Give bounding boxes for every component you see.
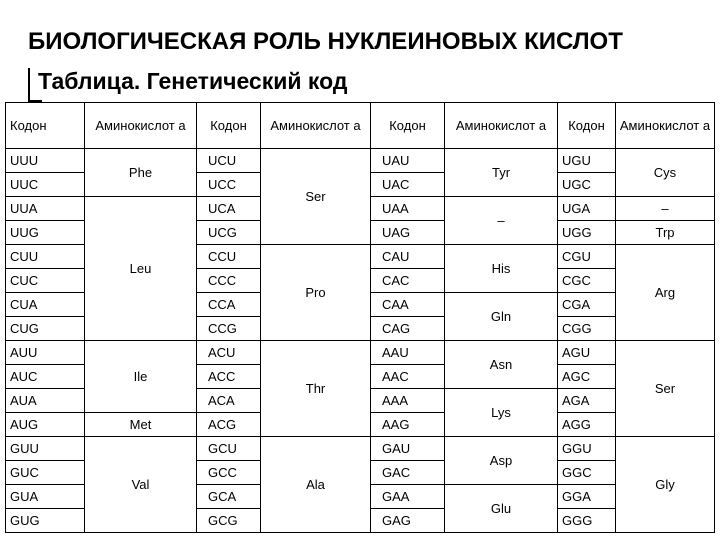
table-row xyxy=(6,149,715,173)
codon-cell: ACA xyxy=(197,389,261,413)
amino-cell-gly: Gly xyxy=(616,437,715,533)
amino-cell-met: Met xyxy=(85,413,197,437)
codon-cell: CAU xyxy=(371,245,445,269)
codon-cell: AAC xyxy=(371,365,445,389)
codon-cell: CUA xyxy=(6,293,85,317)
codon-cell: GGC xyxy=(558,461,616,485)
codon-cell: UUA xyxy=(6,197,85,221)
codon-cell: GAU xyxy=(371,437,445,461)
codon-cell: CUU xyxy=(6,245,85,269)
amino-cell-ser: Ser xyxy=(616,341,715,437)
codon-cell: GGU xyxy=(558,437,616,461)
codon-cell: GCG xyxy=(197,509,261,533)
amino-cell-his: His xyxy=(445,245,558,293)
codon-cell: UGA xyxy=(558,197,616,221)
codon-cell: UGG xyxy=(558,221,616,245)
codon-cell: AUC xyxy=(6,365,85,389)
codon-cell: CUC xyxy=(6,269,85,293)
codon-cell: UAG xyxy=(371,221,445,245)
codon-cell: CGG xyxy=(558,317,616,341)
amino-cell-gln: Gln xyxy=(445,293,558,341)
codon-cell: AUG xyxy=(6,413,85,437)
codon-cell: AGG xyxy=(558,413,616,437)
table-row xyxy=(6,437,715,461)
codon-cell: GAC xyxy=(371,461,445,485)
codon-cell: CGC xyxy=(558,269,616,293)
codon-cell: CCU xyxy=(197,245,261,269)
header-row xyxy=(6,103,715,149)
header-amino: Аминокислот а xyxy=(261,103,371,149)
amino-cell-phe: Phe xyxy=(85,149,197,197)
codon-cell: UUC xyxy=(6,173,85,197)
codon-cell: GUC xyxy=(6,461,85,485)
header-amino: Аминокислот а xyxy=(85,103,197,149)
codon-cell: CCG xyxy=(197,317,261,341)
codon-cell: UGC xyxy=(558,173,616,197)
amino-cell-ser: Ser xyxy=(261,149,371,245)
amino-cell-tyr: Tyr xyxy=(445,149,558,197)
codon-cell: CAG xyxy=(371,317,445,341)
amino-cell-ala: Ala xyxy=(261,437,371,533)
amino-cell-val: Val xyxy=(85,437,197,533)
header-codon: Кодон xyxy=(371,103,445,149)
codon-cell: UCC xyxy=(197,173,261,197)
codon-cell: AUA xyxy=(6,389,85,413)
codon-cell: CGA xyxy=(558,293,616,317)
amino-cell-ile: Ile xyxy=(85,341,197,413)
codon-cell: UAU xyxy=(371,149,445,173)
codon-cell: AGU xyxy=(558,341,616,365)
amino-cell-trp: Trp xyxy=(616,221,715,245)
amino-cell-arg: Arg xyxy=(616,245,715,341)
codon-cell: CUG xyxy=(6,317,85,341)
header-codon: Кодон xyxy=(197,103,261,149)
codon-cell: UCU xyxy=(197,149,261,173)
table-caption: Таблица. Генетический код xyxy=(38,68,348,94)
header-codon: Кодон xyxy=(6,103,85,149)
codon-cell: GCU xyxy=(197,437,261,461)
codon-cell: AAU xyxy=(371,341,445,365)
codon-cell: GUA xyxy=(6,485,85,509)
codon-cell: UCA xyxy=(197,197,261,221)
amino-cell-leu: Leu xyxy=(85,197,197,341)
codon-cell: GGA xyxy=(558,485,616,509)
page-title: БИОЛОГИЧЕСКАЯ РОЛЬ НУКЛЕИНОВЫХ КИСЛОТ xyxy=(28,28,623,55)
codon-cell: AGA xyxy=(558,389,616,413)
table-row xyxy=(6,341,715,365)
codon-cell: CAA xyxy=(371,293,445,317)
codon-cell: AUU xyxy=(6,341,85,365)
amino-cell-glu: Glu xyxy=(445,485,558,533)
header-amino: Аминокислот а xyxy=(445,103,558,149)
codon-cell: CGU xyxy=(558,245,616,269)
amino-cell-stop: – xyxy=(616,197,715,221)
codon-cell: UCG xyxy=(197,221,261,245)
codon-cell: GAA xyxy=(371,485,445,509)
header-amino: Аминокислот а xyxy=(616,103,715,149)
genetic-code-table xyxy=(5,102,715,533)
codon-cell: CCA xyxy=(197,293,261,317)
codon-cell: GUU xyxy=(6,437,85,461)
codon-cell: UAC xyxy=(371,173,445,197)
header-codon: Кодон xyxy=(558,103,616,149)
codon-cell: ACC xyxy=(197,365,261,389)
codon-cell: ACU xyxy=(197,341,261,365)
codon-cell: CAC xyxy=(371,269,445,293)
codon-cell: UUU xyxy=(6,149,85,173)
amino-cell-thr: Thr xyxy=(261,341,371,437)
amino-cell-cys: Cys xyxy=(616,149,715,197)
codon-cell: AAG xyxy=(371,413,445,437)
amino-cell-asn: Asn xyxy=(445,341,558,389)
codon-cell: AAA xyxy=(371,389,445,413)
codon-cell: GCC xyxy=(197,461,261,485)
codon-cell: GCA xyxy=(197,485,261,509)
codon-cell: UGU xyxy=(558,149,616,173)
codon-cell: GUG xyxy=(6,509,85,533)
codon-cell: CCC xyxy=(197,269,261,293)
amino-cell-stop: – xyxy=(445,197,558,245)
amino-cell-lys: Lys xyxy=(445,389,558,437)
codon-cell: GGG xyxy=(558,509,616,533)
codon-cell: AGC xyxy=(558,365,616,389)
codon-cell: ACG xyxy=(197,413,261,437)
codon-cell: UAA xyxy=(371,197,445,221)
amino-cell-pro: Pro xyxy=(261,245,371,341)
amino-cell-asp: Asp xyxy=(445,437,558,485)
codon-cell: UUG xyxy=(6,221,85,245)
codon-cell: GAG xyxy=(371,509,445,533)
